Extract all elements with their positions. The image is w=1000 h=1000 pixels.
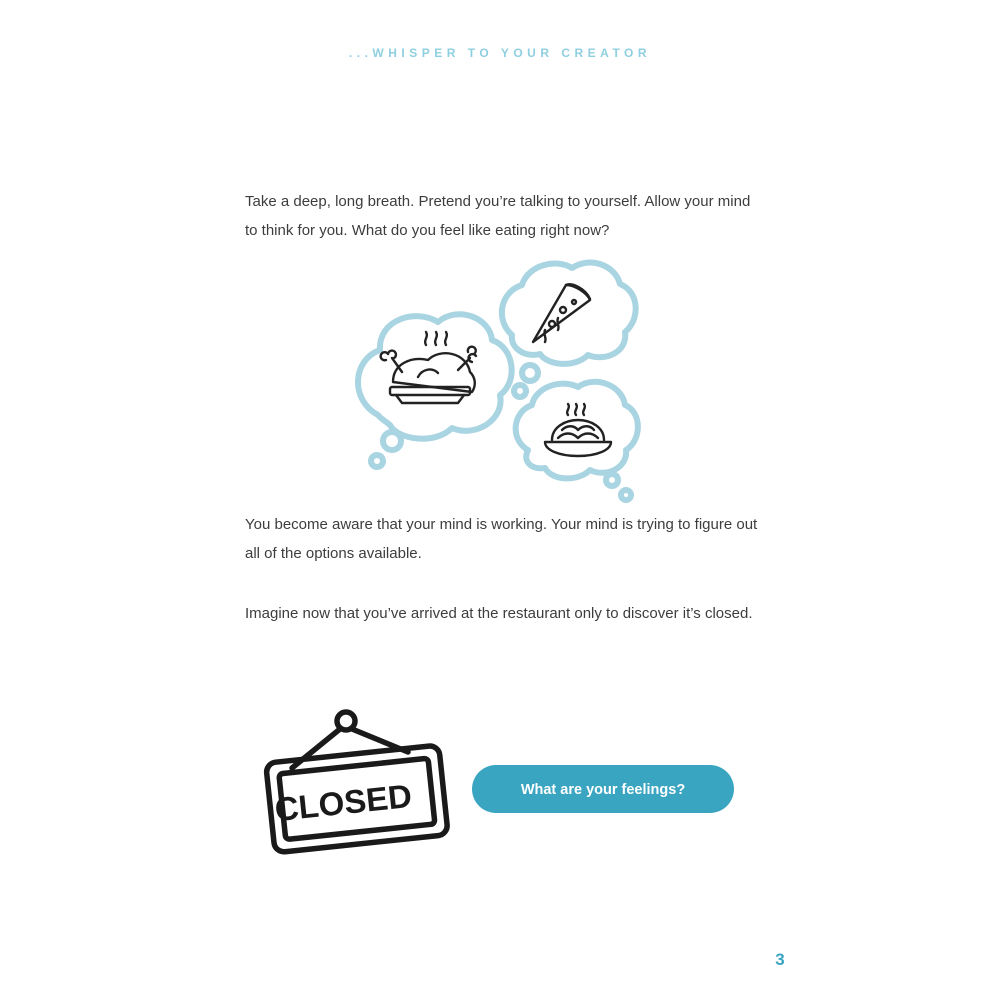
paragraph-mind-working: You become aware that your mind is working. Your mind is trying to figure out all of the options available. <box>245 516 758 562</box>
paragraph-breath-prompt: Take a deep, long breath. Pretend you’re talking to yourself. Allow your mind to think for you. What do you feel like eating right now? <box>245 193 751 239</box>
sign-text: CLOSED <box>272 776 414 829</box>
feelings-button[interactable]: What are your feelings? <box>472 765 734 813</box>
running-header: ...WHISPER TO YOUR CREATOR <box>348 46 652 60</box>
page-number: 3 <box>775 950 785 969</box>
paragraph-restaurant-closed: Imagine now that you’ve arrived at the restaurant only to discover it’s closed. <box>245 605 753 622</box>
